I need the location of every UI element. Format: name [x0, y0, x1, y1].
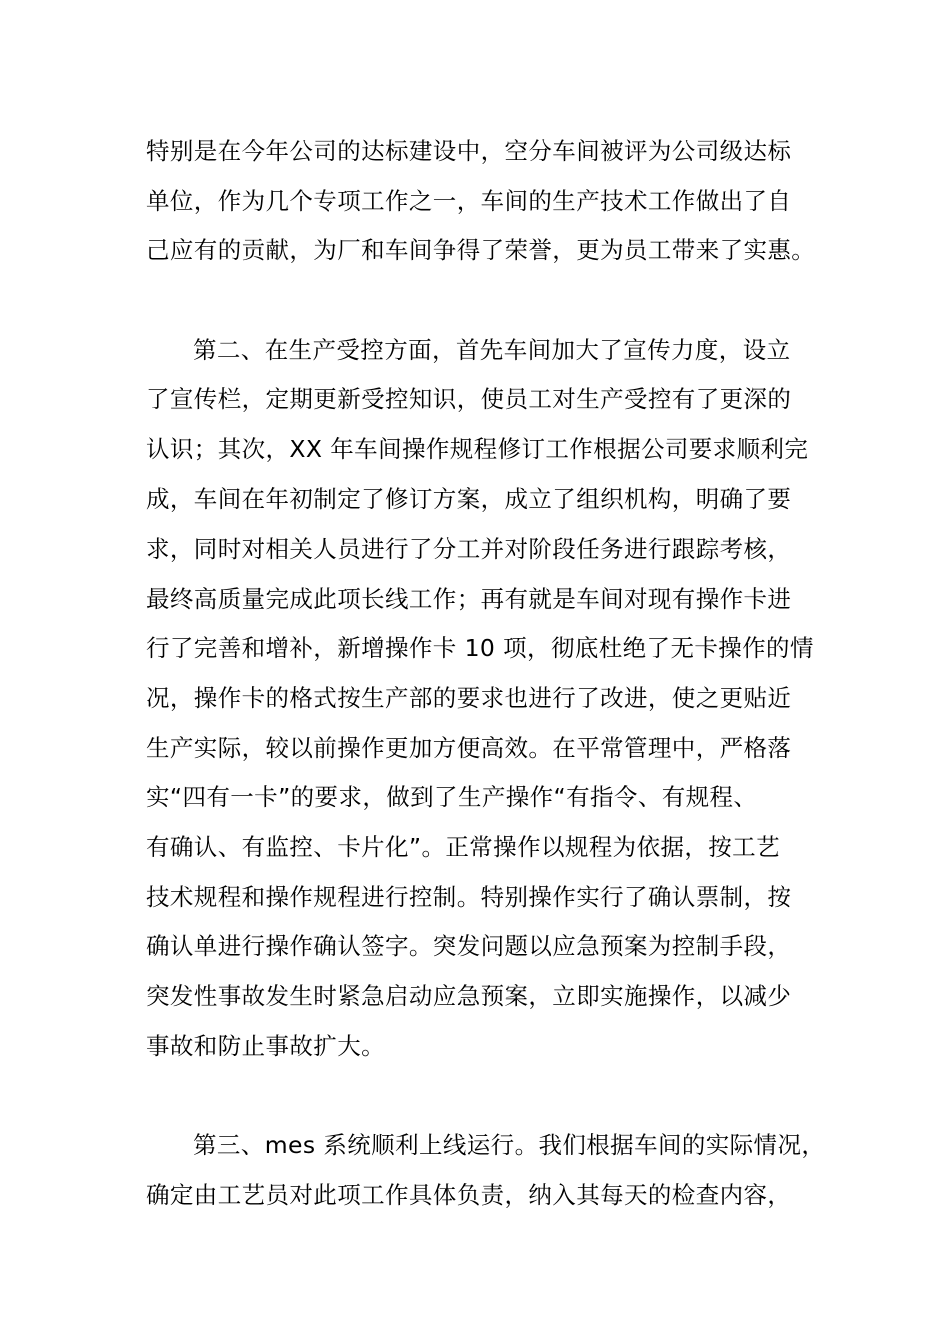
paragraph-2-line-10: 实“四有一卡”的要求，做到了生产操作“有指令、有规程、	[146, 783, 758, 811]
paragraph-2-line-7: 行了完善和增补，新增操作卡 10 项，彻底杜绝了无卡操作的情	[146, 634, 814, 662]
paragraph-1-line-3: 己应有的贡献，为厂和车间争得了荣誉，更为员工带来了实惠。	[146, 236, 816, 264]
paragraph-2-line-3: 认识；其次，XX 年车间操作规程修订工作根据公司要求顺利完	[146, 435, 809, 463]
paragraph-2-line-11: 有确认、有监控、卡片化”。正常操作以规程为依据，按工艺	[146, 833, 780, 861]
paragraph-3-line-2: 确定由工艺员对此项工作具体负责，纳入其每天的检查内容，	[146, 1181, 792, 1209]
paragraph-2-line-8: 况，操作卡的格式按生产部的要求也进行了改进，使之更贴近	[146, 684, 792, 712]
paragraph-2-line-12: 技术规程和操作规程进行控制。特别操作实行了确认票制，按	[146, 883, 792, 911]
paragraph-2-line-15: 事故和防止事故扩大。	[146, 1032, 385, 1060]
paragraph-2-line-2: 了宣传栏，定期更新受控知识，使员工对生产受控有了更深的	[146, 385, 792, 413]
paragraph-2-line-5: 求，同时对相关人员进行了分工并对阶段任务进行跟踪考核，	[146, 535, 792, 563]
paragraph-2-line-14: 突发性事故发生时紧急启动应急预案，立即实施操作，以减少	[146, 982, 792, 1010]
paragraph-2-line-13: 确认单进行操作确认签字。突发问题以应急预案为控制手段，	[146, 932, 792, 960]
paragraph-2-line-6: 最终高质量完成此项长线工作；再有就是车间对现有操作卡进	[146, 585, 792, 613]
paragraph-2-line-4: 成，车间在年初制定了修订方案，成立了组织机构，明确了要	[146, 485, 792, 513]
paragraph-3-line-1: 第三、mes 系统顺利上线运行。我们根据车间的实际情况，	[193, 1131, 826, 1159]
paragraph-2-line-9: 生产实际，较以前操作更加方便高效。在平常管理中，严格落	[146, 734, 792, 762]
paragraph-1-line-1: 特别是在今年公司的达标建设中，空分车间被评为公司级达标	[146, 137, 792, 165]
paragraph-1-line-2: 单位，作为几个专项工作之一，车间的生产技术工作做出了自	[146, 187, 792, 215]
paragraph-2-line-1: 第二、在生产受控方面，首先车间加大了宣传力度，设立	[193, 336, 791, 364]
